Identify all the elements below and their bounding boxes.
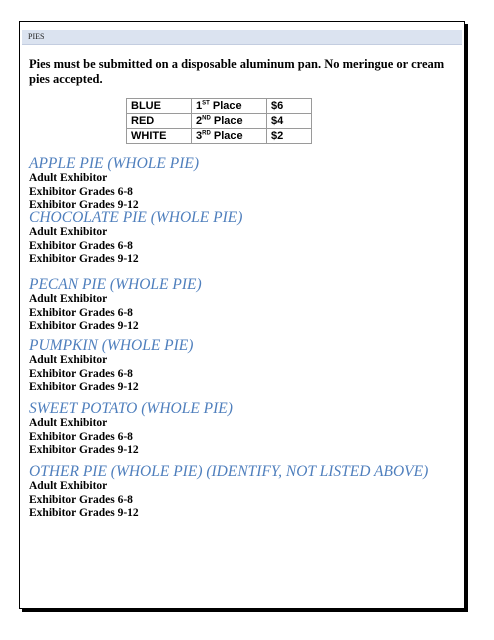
table-row bbox=[127, 129, 312, 144]
section-title: PUMPKIN (WHOLE PIE) bbox=[29, 337, 194, 354]
class-line: Exhibitor Grades 6-8 bbox=[29, 493, 133, 506]
place-ordinal: 2 bbox=[196, 115, 203, 127]
prize-cell: $2 bbox=[267, 129, 312, 144]
place-cell bbox=[192, 129, 267, 144]
place-cell bbox=[192, 99, 267, 114]
place-word: Place bbox=[209, 100, 242, 112]
prize-cell: $6 bbox=[267, 99, 312, 114]
section-chocolate-pie bbox=[29, 210, 459, 267]
section-sweet-potato-pie bbox=[29, 401, 459, 458]
table-row bbox=[127, 99, 312, 114]
ribbon-cell: RED bbox=[127, 114, 192, 129]
class-line: Exhibitor Grades 9-12 bbox=[29, 444, 139, 456]
awards-table bbox=[126, 98, 312, 144]
section-apple-pie bbox=[29, 156, 459, 213]
section-title: APPLE PIE (WHOLE PIE) bbox=[29, 155, 200, 172]
class-line: Exhibitor Grades 6-8 bbox=[29, 430, 133, 443]
class-line: Adult Exhibitor bbox=[29, 172, 108, 184]
ribbon-cell: BLUE bbox=[127, 99, 192, 114]
class-line: Adult Exhibitor bbox=[29, 480, 108, 492]
class-line: Exhibitor Grades 9-12 bbox=[29, 253, 139, 265]
place-ordinal: 3 bbox=[196, 130, 203, 142]
place-ordinal: 1 bbox=[196, 100, 203, 112]
ribbon-cell: WHITE bbox=[127, 129, 192, 144]
section-pecan-pie bbox=[29, 277, 459, 334]
class-line: Exhibitor Grades 6-8 bbox=[29, 306, 133, 319]
prize-cell: $4 bbox=[267, 114, 312, 129]
class-line: Exhibitor Grades 6-8 bbox=[29, 185, 133, 198]
place-suffix: RD bbox=[202, 130, 211, 137]
section-other-pie bbox=[29, 464, 459, 521]
document-page bbox=[19, 21, 465, 609]
section-header: PIES bbox=[22, 30, 462, 45]
class-line: Exhibitor Grades 9-12 bbox=[29, 381, 139, 393]
class-line: Exhibitor Grades 6-8 bbox=[29, 239, 133, 252]
class-line: Exhibitor Grades 9-12 bbox=[29, 320, 139, 332]
class-line: Adult Exhibitor bbox=[29, 226, 108, 238]
section-title: SWEET POTATO (WHOLE PIE) bbox=[29, 400, 233, 417]
section-pumpkin-pie bbox=[29, 338, 459, 395]
table-row bbox=[127, 114, 312, 129]
class-line: Exhibitor Grades 9-12 bbox=[29, 507, 139, 519]
intro-text: Pies must be submitted on a disposable aluminum pan. No meringue or cream pies accepted. bbox=[29, 57, 445, 86]
class-line: Exhibitor Grades 9-12 bbox=[29, 199, 139, 211]
place-suffix: ND bbox=[202, 115, 211, 122]
section-title: PECAN PIE (WHOLE PIE) bbox=[29, 276, 202, 293]
section-title: CHOCOLATE PIE (WHOLE PIE) bbox=[29, 209, 243, 226]
class-line: Exhibitor Grades 6-8 bbox=[29, 367, 133, 380]
class-line: Adult Exhibitor bbox=[29, 354, 108, 366]
place-word: Place bbox=[210, 115, 243, 127]
place-cell bbox=[192, 114, 267, 129]
place-word: Place bbox=[210, 130, 243, 142]
class-line: Adult Exhibitor bbox=[29, 417, 108, 429]
place-suffix: ST bbox=[202, 100, 210, 107]
class-line: Adult Exhibitor bbox=[29, 293, 108, 305]
section-title: OTHER PIE (WHOLE PIE) (IDENTIFY, NOT LISTED ABOVE) bbox=[29, 463, 429, 480]
